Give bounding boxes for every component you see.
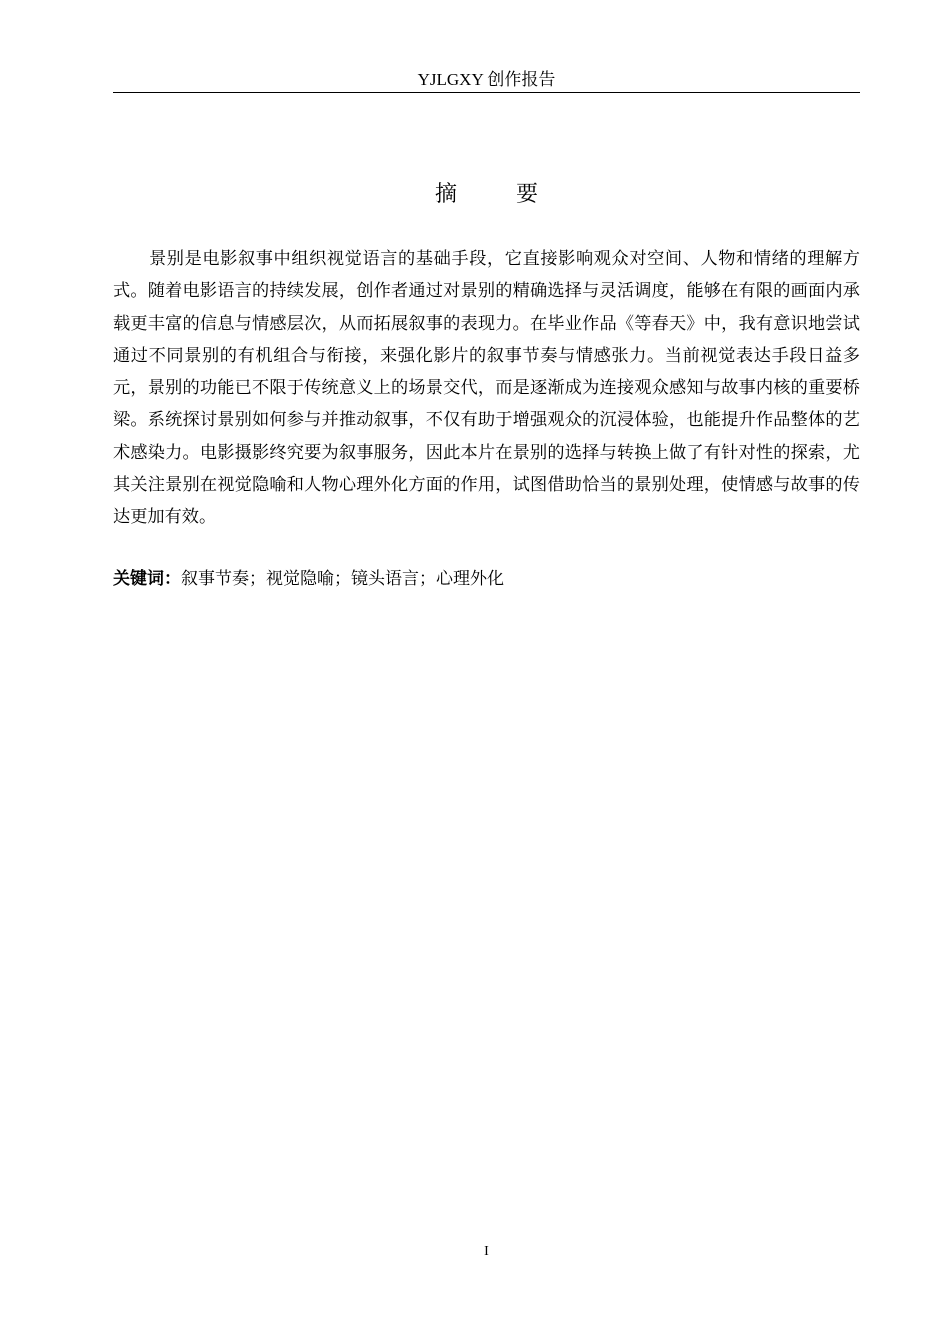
page-number: I	[484, 1244, 489, 1259]
abstract-title: 摘 要	[435, 182, 564, 207]
running-header: YJLGXY 创作报告	[417, 70, 556, 89]
header-divider	[113, 92, 860, 93]
abstract-body: 景别是电影叙事中组织视觉语言的基础手段，它直接影响观众对空间、人物和情绪的理解方式。随着电影语言的持续发展，创作者通过对景别的精确选择与灵活调度，能够在有限的画面内承载更丰富的信息与情感层次，从而拓展叙事的表现力。在毕业作品《等春天》中，我有意识地尝试通过不同景别的有机组合与衔接，来强化影片的叙事节奏与情感张力。当前视觉表达手段日益多元，景别的功能已不限于传统意义上的场景交代，而是逐渐成为连接观众感知与故事内核的重要桥梁。系统探讨景别如何参与并推动叙事，不仅有助于增强观众的沉浸体验，也能提升作品整体的艺术感染力。电影摄影终究要为叙事服务，因此本片在景别的选择与转换上做了有针对性的探索，尤其关注景别在视觉隐喻和人物心理外化方面的作用，试图借助恰当的景别处理，使情感与故事的传达更加有效。	[113, 249, 860, 528]
keywords-line	[113, 563, 860, 595]
keywords-label: 关键词：	[113, 569, 181, 589]
keywords-value: 叙事节奏；视觉隐喻；镜头语言；心理外化	[181, 569, 504, 589]
